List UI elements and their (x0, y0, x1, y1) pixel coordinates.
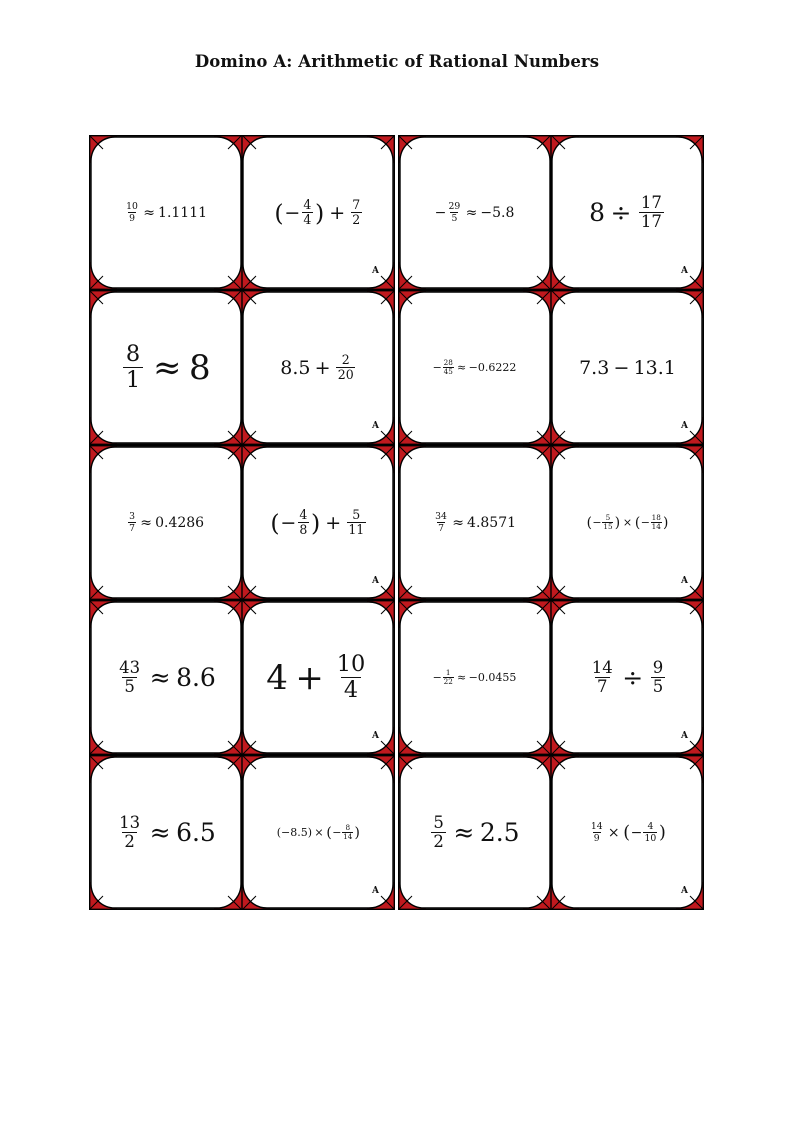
fraction (336, 351, 355, 382)
numerator: 4 (647, 821, 654, 833)
numerator: 5 (605, 513, 611, 523)
fraction (443, 359, 454, 375)
domino-right-half (551, 600, 704, 755)
fraction (443, 669, 454, 685)
decimal-value: 6.5 (176, 818, 216, 847)
numerator: 8 (125, 341, 141, 368)
approx-symbol: ≈ (149, 663, 171, 692)
decimal-value: 0.4286 (155, 514, 205, 531)
domino-left-half (398, 290, 551, 445)
decimal-value: 2.5 (479, 818, 520, 847)
approx-symbol: ≈ (140, 514, 153, 531)
domino-left-half (398, 445, 551, 600)
set-badge: A (372, 266, 379, 276)
numerator: 29 (448, 201, 461, 213)
fraction (334, 653, 368, 702)
fraction (643, 822, 657, 843)
operation-expression: ( − $\frac{4}{8}$ ) + $\frac{5}{11}$ (270, 506, 365, 537)
domino-left-half (398, 755, 551, 910)
domino-tile (398, 600, 704, 755)
domino-tile (398, 135, 704, 290)
domino-tile (89, 135, 395, 290)
operation-expression (579, 357, 676, 379)
approximation-expression (115, 812, 216, 851)
approximation-expression: − $\frac{28}{45}$ ≈ −0.6222 (432, 358, 517, 377)
domino-tile (398, 755, 704, 910)
denominator: 45 (443, 367, 453, 377)
fraction (590, 822, 604, 843)
approx-symbol: ≈ (143, 204, 155, 221)
operand: 13.1 (633, 356, 676, 379)
set-badge: A (681, 576, 688, 586)
domino-left-half (398, 600, 551, 755)
denominator: 11 (348, 521, 365, 537)
denominator: 8 (299, 521, 308, 537)
numerator: 43 (119, 657, 141, 677)
domino-tile (398, 445, 704, 600)
fraction (298, 506, 309, 537)
approximation-expression (115, 657, 216, 696)
decimal-value: 4.8571 (467, 514, 517, 531)
numerator: 3 (129, 511, 135, 523)
approximation-expression: − $\frac{29}{5}$ ≈ −5.8 (434, 201, 515, 224)
denominator: 4 (303, 211, 312, 227)
operator: + (329, 201, 346, 224)
domino-right-half (551, 135, 704, 290)
operation-expression (588, 657, 667, 696)
domino-left-half (89, 290, 242, 445)
approx-symbol: ≈ (149, 818, 171, 847)
numerator: 4 (303, 196, 312, 212)
fraction (128, 512, 136, 533)
operand: 8.5 (280, 356, 311, 379)
operand: 4 (266, 657, 288, 698)
denominator: 2 (433, 831, 444, 851)
set-badge: A (681, 886, 688, 896)
fraction (123, 343, 143, 392)
denominator: 7 (129, 522, 135, 534)
approximation-expression (127, 512, 204, 533)
operation-expression: (−8.5) × ( − $\frac{8}{14}$ ) (276, 823, 360, 842)
numerator: 14 (590, 821, 603, 833)
fraction (117, 812, 142, 851)
numerator: 5 (352, 506, 361, 522)
operator: ÷ (622, 663, 644, 692)
denominator: 5 (652, 676, 664, 696)
denominator: 5 (124, 676, 135, 696)
operator: ÷ (610, 198, 632, 227)
domino-right-half (242, 290, 395, 445)
denominator: 20 (337, 366, 354, 382)
set-badge: A (372, 421, 379, 431)
decimal-value: −5.8 (480, 204, 515, 221)
operator: − (613, 356, 630, 379)
operator: × (607, 824, 620, 841)
denominator: 7 (597, 676, 608, 696)
denominator: 7 (438, 522, 444, 534)
approximation-expression (429, 812, 520, 851)
set-badge: A (372, 886, 379, 896)
approx-symbol: ≈ (453, 818, 475, 847)
operator: + (295, 657, 324, 698)
operation-expression: $\frac{14}{9}$ × ( − $\frac{4}{10}$ ) (590, 821, 666, 844)
operator: + (325, 511, 342, 534)
domino-right-half (551, 755, 704, 910)
denominator: 2 (352, 211, 361, 227)
domino-tile (89, 290, 395, 445)
domino-tile (89, 445, 395, 600)
operand: 7.3 (579, 356, 610, 379)
domino-left-half (89, 600, 242, 755)
approx-symbol: ≈ (465, 204, 478, 221)
fraction (651, 514, 662, 530)
numerator: 9 (652, 657, 664, 677)
decimal-value: 1.1111 (158, 204, 208, 221)
approx-symbol: ≈ (456, 671, 467, 684)
fraction (125, 202, 139, 223)
numerator: 17 (640, 192, 662, 212)
domino-left-half (89, 135, 242, 290)
numerator: 2 (341, 351, 350, 367)
set-badge: A (681, 731, 688, 741)
set-badge: A (681, 266, 688, 276)
fraction (302, 196, 313, 227)
decimal-value: −0.6222 (468, 361, 517, 374)
numerator: 7 (352, 196, 361, 212)
approximation-expression (433, 512, 516, 533)
page-title: Domino A: Arithmetic of Rational Numbers (194, 52, 600, 71)
set-badge: A (681, 421, 688, 431)
fraction (639, 192, 664, 231)
denominator: 10 (644, 832, 657, 844)
numerator: 28 (443, 358, 453, 368)
operator: + (314, 356, 331, 379)
denominator: 15 (603, 522, 613, 532)
operation-expression (266, 653, 370, 702)
domino-tile (398, 290, 704, 445)
numerator: 34 (435, 511, 447, 523)
numerator: 18 (651, 513, 661, 523)
denominator: 17 (640, 211, 662, 231)
fraction (651, 657, 665, 696)
denominator: 9 (129, 212, 135, 224)
operand: 8 (589, 198, 605, 227)
denominator: 22 (443, 677, 453, 687)
denominator: 14 (651, 522, 661, 532)
fraction (602, 514, 613, 530)
domino-right-half (242, 755, 395, 910)
domino-right-half (242, 445, 395, 600)
operand: (−8.5) (276, 826, 312, 839)
approx-symbol: ≈ (456, 361, 467, 374)
numerator: 1 (445, 668, 451, 678)
approx-symbol: ≈ (152, 347, 182, 388)
domino-tile (89, 755, 395, 910)
approx-symbol: ≈ (452, 514, 464, 531)
decimal-value: 8.6 (176, 663, 216, 692)
denominator: 4 (341, 677, 361, 702)
domino-tile (89, 600, 395, 755)
operator: × (622, 516, 633, 529)
denominator: 9 (593, 832, 600, 844)
fraction (447, 202, 461, 223)
numerator: 4 (299, 506, 308, 522)
domino-right-half (551, 445, 704, 600)
operator: × (314, 826, 324, 839)
decimal-value: −0.0455 (468, 671, 517, 684)
numerator: 5 (433, 812, 444, 832)
numerator: 8 (345, 823, 351, 833)
approximation-expression (124, 202, 207, 223)
domino-left-half (89, 755, 242, 910)
operation-expression (280, 351, 356, 382)
fraction (431, 812, 445, 851)
domino-right-half (242, 600, 395, 755)
fraction (434, 512, 448, 533)
fraction (351, 196, 362, 227)
domino-right-half (242, 135, 395, 290)
approximation-expression: − $\frac{1}{22}$ ≈ −0.0455 (432, 668, 517, 687)
denominator: 1 (123, 367, 143, 392)
operation-expression: ( − $\frac{5}{15}$ ) × ( − $\frac{18}{14}$ ) (586, 513, 669, 532)
fraction (342, 824, 353, 840)
denominator: 5 (451, 212, 458, 224)
fraction (117, 657, 142, 696)
fraction (590, 657, 615, 696)
numerator: 13 (119, 812, 141, 832)
denominator: 2 (124, 831, 135, 851)
set-badge: A (372, 731, 379, 741)
decimal-value: 8 (188, 347, 211, 388)
approximation-expression (120, 343, 210, 392)
set-badge: A (372, 576, 379, 586)
operation-expression: ( − $\frac{4}{4}$ ) + $\frac{7}{2}$ (274, 196, 361, 227)
fraction (347, 506, 366, 537)
domino-left-half (89, 445, 242, 600)
domino-right-half (551, 290, 704, 445)
operation-expression (589, 192, 666, 231)
domino-left-half (398, 135, 551, 290)
denominator: 14 (343, 832, 353, 842)
numerator: 14 (591, 657, 613, 677)
numerator: 10 (336, 651, 366, 678)
numerator: 10 (126, 201, 138, 213)
